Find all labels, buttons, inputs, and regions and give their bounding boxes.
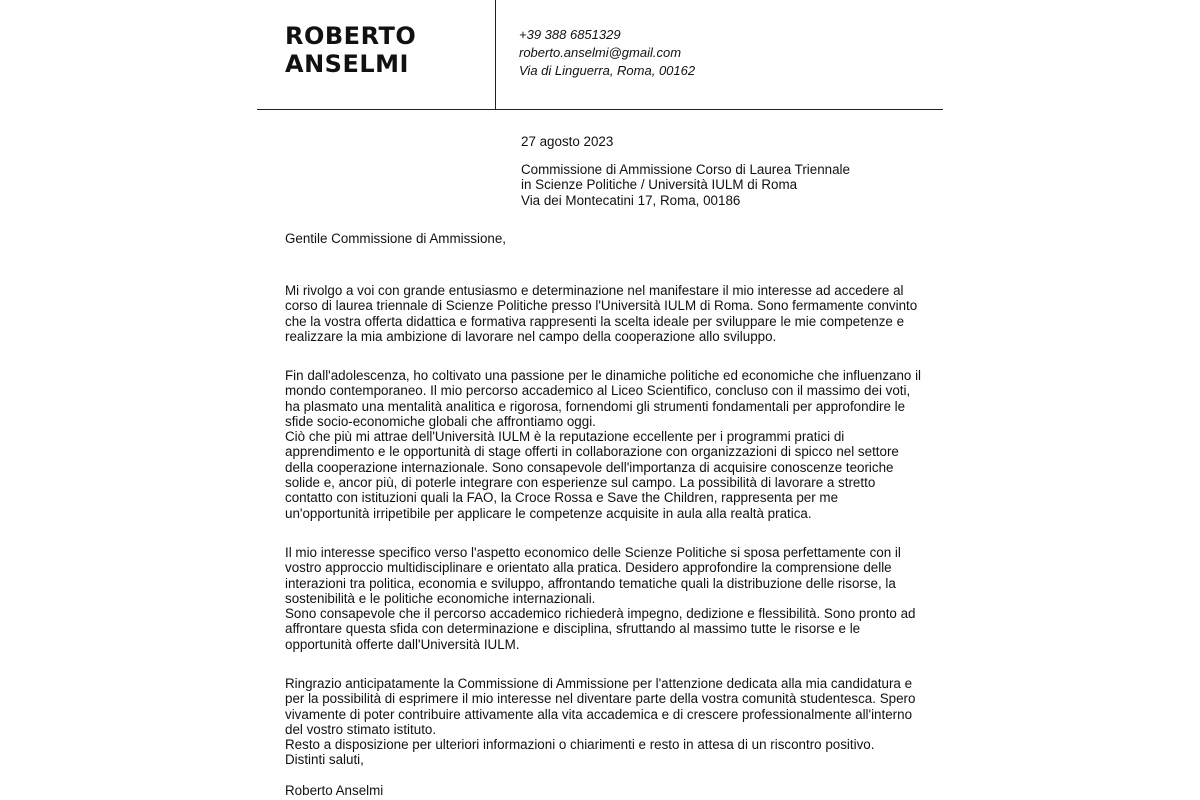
salutation: Gentile Commissione di Ammissione,	[285, 231, 507, 246]
paragraph-motivation	[285, 368, 925, 521]
paragraph-thanks-text-2: Resto a disposizione per ulteriori informazioni o chiarimenti e resto in attesa di un riscontro positivo.	[285, 737, 875, 753]
phone-number: +39 388 6851329	[519, 27, 621, 42]
email-address: roberto.anselmi@gmail.com	[519, 45, 682, 60]
paragraph-intro-text: Mi rivolgo a voi con grande entusiasmo e determinazione nel manifestare il mio interesse ad accedere al corso di laurea triennale di Scienze Politiche presso l'Università IULM di Roma. Sono fermamente convinto che la vostra offerta didattica e formativa rappresenti la scelta ideale per sviluppare le mie competenze e realizzare la mia ambizione di lavorare nel campo della cooperazione allo sviluppo.	[285, 283, 918, 344]
recipient-line-2: in Scienze Politiche / Università IULM di Roma	[521, 177, 798, 193]
recipient-line-1: Commissione di Ammissione Corso di Laurea Triennale	[521, 162, 850, 177]
closing-phrase: Distinti saluti,	[285, 752, 364, 768]
recipient-line-3: Via dei Montecatini 17, Roma, 00186	[521, 192, 741, 208]
first-name: ROBERTO	[285, 22, 417, 50]
home-address: Via di Linguerra, Roma, 00162	[519, 63, 696, 78]
paragraph-thanks	[285, 676, 925, 768]
header-horizontal-divider	[257, 109, 943, 110]
letter-date: 27 agosto 2023	[521, 134, 614, 149]
paragraph-interest-text-2: Sono consapevole che il percorso accademico richiederà impegno, dedizione e flessibilità. Sono pronto ad affrontare questa sfida con determinazione e disciplina, sfruttando al massimo tutte le risorse e le opportunità offerte dall'Università IULM.	[285, 606, 916, 652]
paragraph-intro	[285, 283, 925, 344]
last-name: ANSELMI	[285, 50, 409, 78]
recipient-address	[521, 162, 850, 208]
paragraph-interest	[285, 545, 925, 652]
paragraph-thanks-text-1: Ringrazio anticipatamente la Commissione di Ammissione per l'attenzione dedicata alla mia candidatura e per la possibilità di esprimere il mio interesse nel diventare parte della vostra comunità studentesca. Spero vivamente di poter contribuire attivamente alla vita accademica e di crescere professionalmente all'interno del vostro stimato istituto.	[285, 676, 916, 737]
paragraph-motivation-text-1: Fin dall'adolescenza, ho coltivato una passione per le dinamiche politiche ed economiche che influenzano il mondo contemporaneo. Il mio percorso accademico al Liceo Scientifico, concluso con il massimo dei voti, ha plasmato una mentalità analitica e rigorosa, fornendomi gli strumenti fondamentali per approfondire le sfide socio-economiche globali che affrontiamo oggi.	[285, 368, 922, 429]
contact-info	[519, 26, 695, 80]
signature-name: Roberto Anselmi	[285, 783, 384, 798]
paragraph-motivation-text-2: Ciò che più mi attrae dell'Università IULM è la reputazione eccellente per i programmi pratici di apprendimento e le opportunità di stage offerti in collaborazione con organizzazioni di spicco nel settore della cooperazione internazionale. Sono consapevole dell'importanza di acquisire conoscenze teoriche solide e, ancor più, di poterle integrare con esperienze sul campo. La possibilità di lavorare a stretto contatto con istituzioni quali la FAO, la Croce Rossa e Save the Children, rappresenta per me un'opportunità irripetibile per applicare le competenze acquisite in aula alla realtà pratica.	[285, 429, 899, 521]
paragraph-interest-text-1: Il mio interesse specifico verso l'aspetto economico delle Scienze Politiche si sposa perfettamente con il vostro approccio multidisciplinare e orientato alla pratica. Desidero approfondire la comprensione delle interazioni tra politica, economia e sviluppo, affrontando tematiche quali la distribuzione delle risorse, la sostenibilità e le politiche economiche internazionali.	[285, 545, 901, 606]
applicant-name	[285, 22, 416, 78]
header-vertical-divider	[495, 0, 496, 109]
